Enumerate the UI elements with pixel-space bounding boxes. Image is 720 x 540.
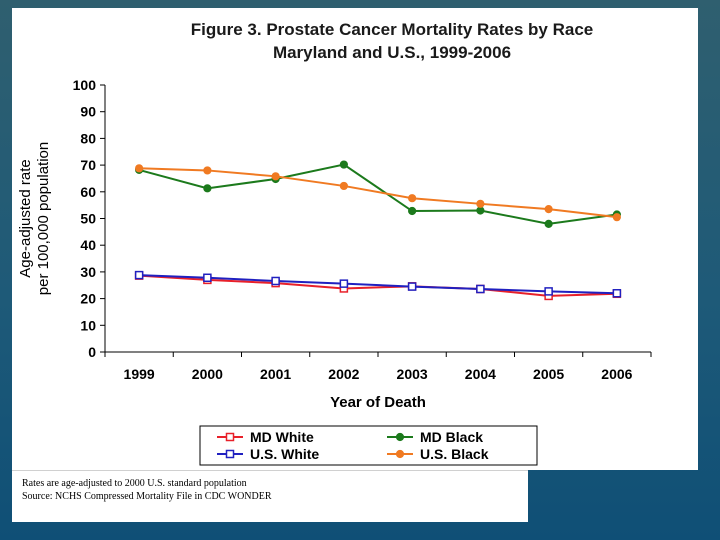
y-tick-label: 30 [80, 263, 96, 280]
y-tick-label: 100 [72, 77, 96, 93]
data-point-u-s-white [477, 285, 484, 292]
y-tick-label: 50 [80, 210, 96, 227]
x-axis-label: Year of Death [330, 394, 426, 411]
data-point-u-s-white [204, 274, 211, 281]
legend-label: U.S. White [250, 446, 320, 462]
footnote-box [12, 470, 528, 522]
data-point-u-s-black [204, 167, 211, 174]
data-point-md-black [340, 161, 347, 168]
chart-title: Figure 3. Prostate Cancer Mortality Rates by Race [190, 20, 594, 39]
x-tick-label: 2000 [191, 366, 223, 382]
data-point-u-s-black [340, 182, 347, 189]
legend-marker [227, 434, 234, 441]
data-point-u-s-white [613, 290, 620, 297]
y-tick-label: 40 [80, 237, 96, 254]
data-point-md-black [545, 220, 552, 227]
data-point-u-s-black [136, 165, 143, 172]
y-tick-label: 70 [80, 157, 96, 174]
legend-label: U.S. Black [420, 446, 489, 462]
line-chart [12, 8, 698, 470]
legend-label: MD White [250, 429, 314, 445]
data-point-u-s-white [545, 288, 552, 295]
y-tick-label: 0 [88, 344, 96, 360]
footnote-age-adjustment: Rates are age-adjusted to 2000 U.S. standard population [22, 478, 247, 489]
legend-marker [227, 451, 234, 458]
y-axis-label-line1: Age-adjusted rate [17, 159, 34, 278]
legend-label: MD Black [420, 429, 484, 445]
data-point-u-s-black [613, 214, 620, 221]
legend-marker [396, 450, 403, 457]
x-tick-label: 2005 [533, 366, 565, 382]
series-line-md-black [139, 165, 617, 224]
legend-marker [396, 433, 403, 440]
data-point-u-s-white [272, 277, 279, 284]
data-point-md-black [204, 185, 211, 192]
x-tick-label: 2002 [328, 366, 360, 382]
data-point-u-s-white [136, 272, 143, 279]
x-tick-label: 2001 [260, 366, 292, 382]
y-axis-label-line2: per 100,000 population [35, 141, 52, 296]
data-point-u-s-white [409, 283, 416, 290]
x-tick-label: 1999 [123, 366, 155, 382]
y-tick-label: 20 [80, 290, 96, 307]
data-point-u-s-black [477, 200, 484, 207]
data-point-u-s-black [409, 195, 416, 202]
y-tick-label: 10 [80, 317, 96, 334]
y-tick-label: 60 [80, 183, 96, 200]
data-point-u-s-white [340, 280, 347, 287]
x-tick-label: 2003 [396, 366, 428, 382]
y-tick-label: 90 [80, 103, 96, 120]
data-point-u-s-black [545, 206, 552, 213]
chart-area [12, 8, 698, 470]
data-point-u-s-black [272, 173, 279, 180]
data-point-md-black [409, 207, 416, 214]
x-tick-label: 2004 [464, 366, 496, 382]
y-tick-label: 80 [80, 130, 96, 147]
chart-subtitle: Maryland and U.S., 1999-2006 [272, 43, 512, 62]
x-tick-label: 2006 [601, 366, 633, 382]
data-point-md-black [477, 207, 484, 214]
footnote-source: Source: NCHS Compressed Mortality File in CDC WONDER [22, 491, 272, 502]
